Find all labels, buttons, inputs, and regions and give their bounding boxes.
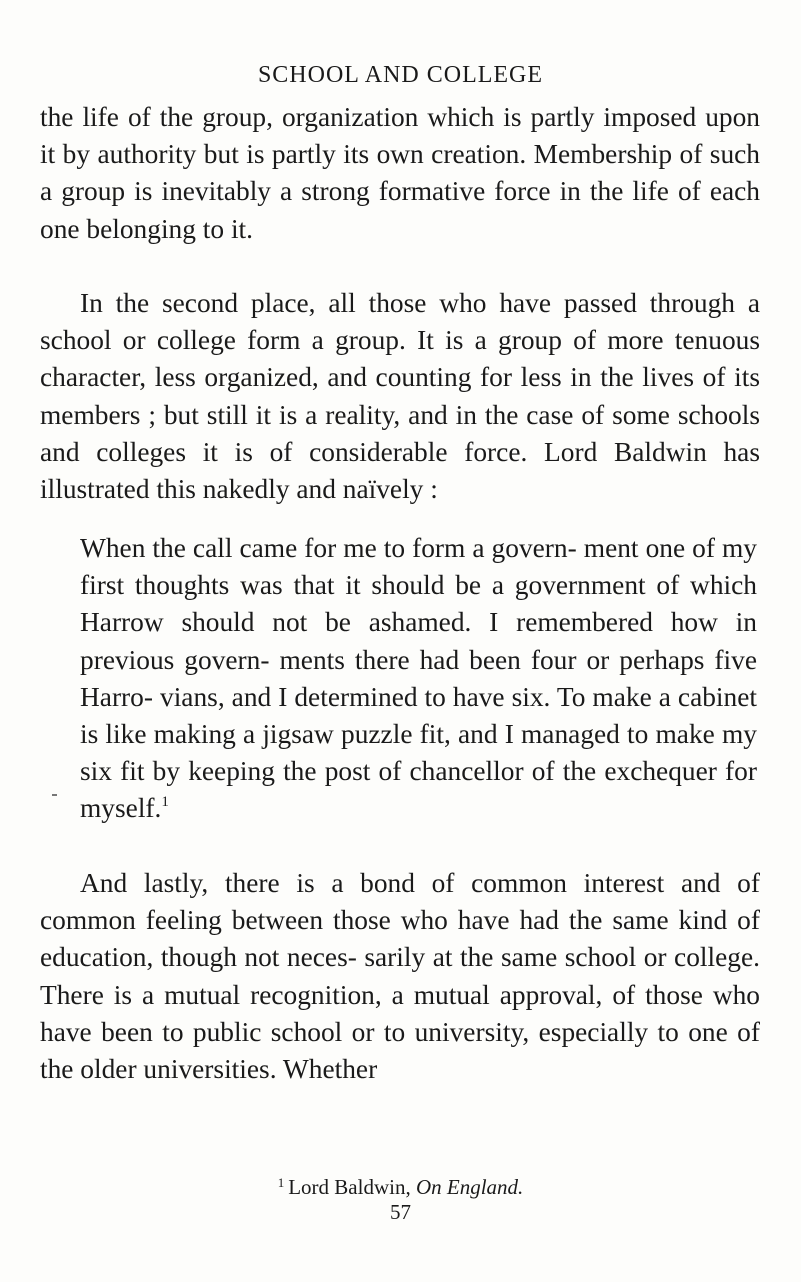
paragraph-continuation (40, 99, 760, 248)
footnote-text: Lord Baldwin, (288, 1175, 416, 1199)
paragraph-text: And lastly, there is a bond of common interest and of common feeling between those who have had the same kind of education, though not neces- sarily at the same school or college. There is a mutual recognition, a mutual approval, of those who have been to public school or to university, especially to one of the older universities. Whether (40, 868, 760, 1085)
block-quote (80, 530, 757, 828)
quote-text: When the call came for me to form a govern- ment one of my first thoughts was that it should be a government of which Harrow should not be ashamed. I remembered how in previous govern- ments there had been four or perhaps five Harro- vians, and I determined to have six. To make a cabinet is like making a jigsaw puzzle fit, and I managed to make my six fit by keeping the post of chancellor of the exchequer for myself. (80, 533, 757, 824)
paragraph-lastly (40, 865, 760, 1088)
footnote-mark: 1 (277, 1175, 285, 1190)
paragraph-text: In the second place, all those who have passed through a school or college form a group. It is a group of more tenuous character, less organized, and counting for less in the lives of its members ; but still it is a reality, and in the case of some schools and colleges it is of considerable force. Lord Baldwin has illustrated this nakedly and naïvely : (40, 288, 760, 505)
margin-mark (52, 794, 57, 796)
running-head: SCHOOL AND COLLEGE (257, 62, 544, 88)
paragraph-text: the life of the group, organization which is partly imposed upon it by authority but is partly its own creation. Membership of such a group is inevitably a strong formative force in the life of each one belonging to it. (40, 102, 760, 244)
footnote (0, 1175, 801, 1200)
page-number: 57 (390, 1200, 411, 1224)
paragraph-second-place (40, 285, 760, 508)
footnote-title: On England. (415, 1175, 524, 1199)
footnote-reference: 1 (161, 794, 169, 811)
